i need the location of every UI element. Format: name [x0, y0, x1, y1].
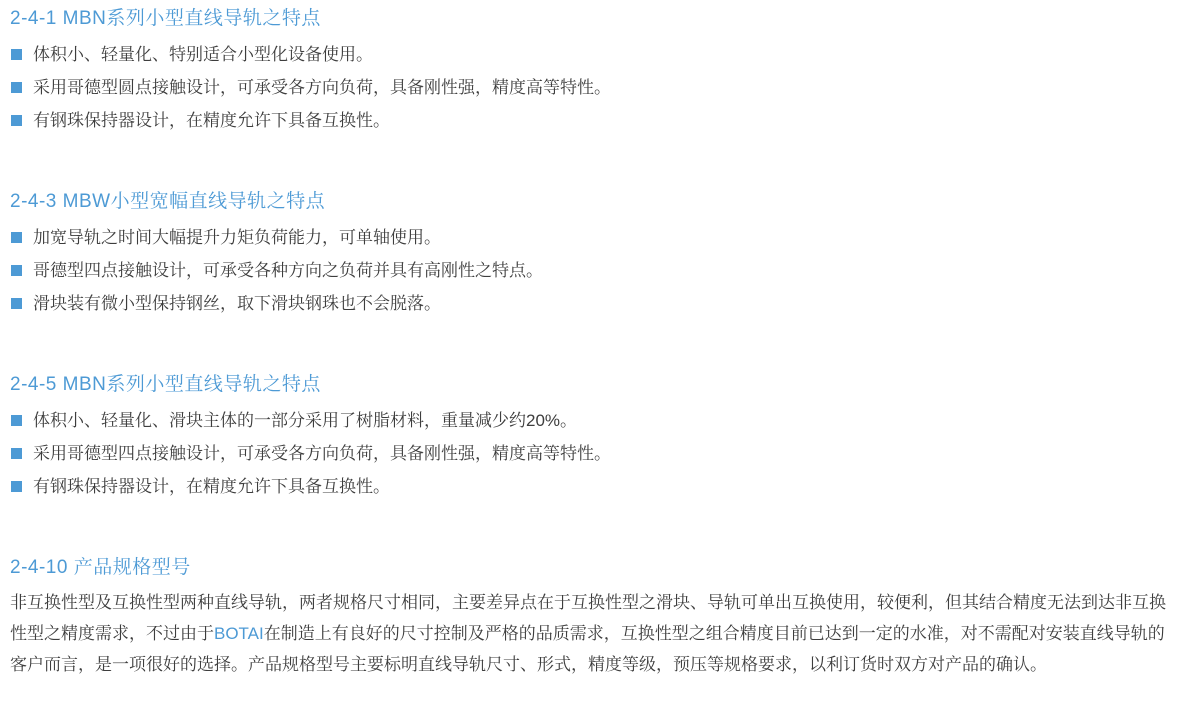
section-mbw-features	[10, 191, 1170, 320]
spec-paragraph	[10, 587, 1170, 680]
bullet-text: 体积小、轻量化、滑块主体的一部分采用了树脂材料，重量减少约20%。	[33, 411, 578, 430]
list-item	[10, 254, 1170, 287]
paragraph-text: 在制造上有良好的尺寸控制及严格的品质需求，互换性型之组合精度目前已达到一定的水准，对不需配对安装直线导轨的客户而言，是一项很好的选择。产品规格型号主要标明直线导轨尺寸、形式，精度等级，预压等规格要求，以利订货时双方对产品的确认。	[10, 624, 1165, 674]
section-mbn-features-1	[10, 8, 1170, 137]
square-bullet-icon	[11, 298, 22, 309]
list-item	[10, 470, 1170, 503]
bullet-text: 采用哥德型圆点接触设计，可承受各方向负荷，具备刚性强，精度高等特性。	[33, 78, 611, 97]
bullet-list	[10, 221, 1170, 320]
bullet-text: 加宽导轨之时间大幅提升力矩负荷能力，可单轴使用。	[33, 228, 441, 247]
square-bullet-icon	[11, 265, 22, 276]
list-item	[10, 221, 1170, 254]
list-item	[10, 437, 1170, 470]
bullet-text: 哥德型四点接触设计，可承受各种方向之负荷并具有高刚性之特点。	[33, 261, 543, 280]
paragraph-text: 非互换性型及互换性型两种直线导轨，两者规格尺寸相同，主要差异点在于互换性型之滑块、导轨可单出互换使用，较便利，但其结合精度无法到达非互换性型之精度需求，不过由于	[10, 593, 1166, 643]
section-heading: 2-4-5 MBN系列小型直线导轨之特点	[10, 374, 321, 395]
list-item	[10, 38, 1170, 71]
bullet-list	[10, 404, 1170, 503]
section-product-spec	[10, 557, 1170, 680]
square-bullet-icon	[11, 481, 22, 492]
list-item	[10, 287, 1170, 320]
list-item	[10, 104, 1170, 137]
square-bullet-icon	[11, 82, 22, 93]
bullet-text: 有钢珠保持器设计，在精度允许下具备互换性。	[33, 477, 390, 496]
square-bullet-icon	[11, 232, 22, 243]
section-heading: 2-4-10 产品规格型号	[10, 557, 191, 578]
bullet-text: 有钢珠保持器设计，在精度允许下具备互换性。	[33, 111, 390, 130]
square-bullet-icon	[11, 115, 22, 126]
section-heading: 2-4-3 MBW小型宽幅直线导轨之特点	[10, 191, 326, 212]
square-bullet-icon	[11, 49, 22, 60]
bullet-text: 采用哥德型四点接触设计，可承受各方向负荷，具备刚性强，精度高等特性。	[33, 444, 611, 463]
section-heading: 2-4-1 MBN系列小型直线导轨之特点	[10, 8, 321, 29]
bullet-text: 滑块装有微小型保持钢丝，取下滑块钢珠也不会脱落。	[33, 294, 441, 313]
bullet-list	[10, 38, 1170, 137]
square-bullet-icon	[11, 448, 22, 459]
square-bullet-icon	[11, 415, 22, 426]
list-item	[10, 404, 1170, 437]
brand-name: BOTAI	[214, 624, 264, 643]
list-item	[10, 71, 1170, 104]
bullet-text: 体积小、轻量化、特别适合小型化设备使用。	[33, 45, 373, 64]
section-mbn-features-2	[10, 374, 1170, 503]
